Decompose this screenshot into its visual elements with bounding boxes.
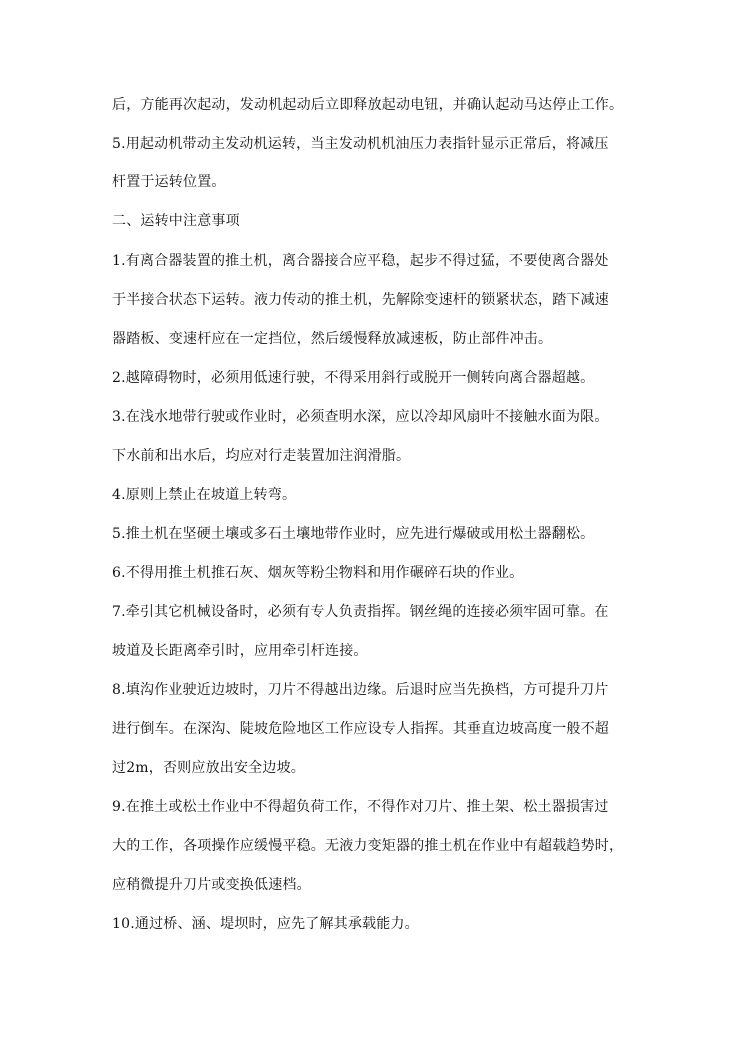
text-line: 9.在推土或松土作业中不得超负荷工作，不得作对刀片、推土架、松土器损害过: [112, 799, 609, 815]
text-line: 6.不得用推土机推石灰、烟灰等粉尘物料和用作碾碎石块的作业。: [112, 565, 524, 581]
text-line: 后，方能再次起动，发动机起动后立即释放起动电钮，并确认起动马达停止工作。: [112, 97, 624, 113]
text-line: 4.原则上禁止在坡道上转弯。: [112, 487, 297, 503]
text-line: 进行倒车。在深沟、陡坡危险地区工作应设专人指挥。其垂直边坡高度一般不超: [112, 721, 609, 737]
text-line: 7.牵引其它机械设备时，必须有专人负责指挥。钢丝绳的连接必须牢固可靠。在: [112, 604, 609, 620]
text-line: 杆置于运转位置。: [112, 174, 226, 190]
text-line: 下水前和出水后，均应对行走装置加注润滑脂。: [112, 448, 411, 464]
text-line: 8.填沟作业驶近边坡时，刀片不得越出边缘。后退时应当先换档，方可提升刀片: [112, 682, 609, 698]
text-line: 3.在浅水地带行驶或作业时，必须查明水深，应以冷却风扇叶不接触水面为限。: [112, 409, 609, 425]
text-line: 过2m，否则应放出安全边坡。: [112, 760, 305, 776]
text-line: 1.有离合器装置的推土机，离合器接合应平稳，起步不得过猛，不要使离合器处: [112, 253, 609, 269]
text-line: 5.用起动机带动主发动机运转，当主发动机机油压力表指针显示正常后，将减压: [112, 136, 609, 152]
text-line: 10.通过桥、涵、堤坝时，应先了解其承载能力。: [112, 916, 419, 932]
text-line: 坡道及长距离牵引时，应用牵引杆连接。: [112, 643, 368, 659]
text-line: 2.越障碍物时，必须用低速行驶，不得采用斜行或脱开一侧转向离合器超越。: [112, 370, 595, 386]
text-line: 大的工作，各项操作应缓慢平稳。无液力变矩器的推土机在作业中有超载趋势时，: [112, 838, 624, 854]
text-line: 器踏板、变速杆应在一定挡位，然后缓慢释放减速板，防止部件冲击。: [112, 331, 553, 347]
section-heading: 二、运转中注意事项: [112, 213, 240, 229]
text-line: 于半接合状态下运转。液力传动的推土机，先解除变速杆的锁紧状态，踏下减速: [112, 292, 609, 308]
text-line: 应稍微提升刀片或变换低速档。: [112, 877, 311, 893]
text-line: 5.推土机在坚硬土壤或多石土壤地带作业时，应先进行爆破或用松土器翻松。: [112, 526, 595, 542]
